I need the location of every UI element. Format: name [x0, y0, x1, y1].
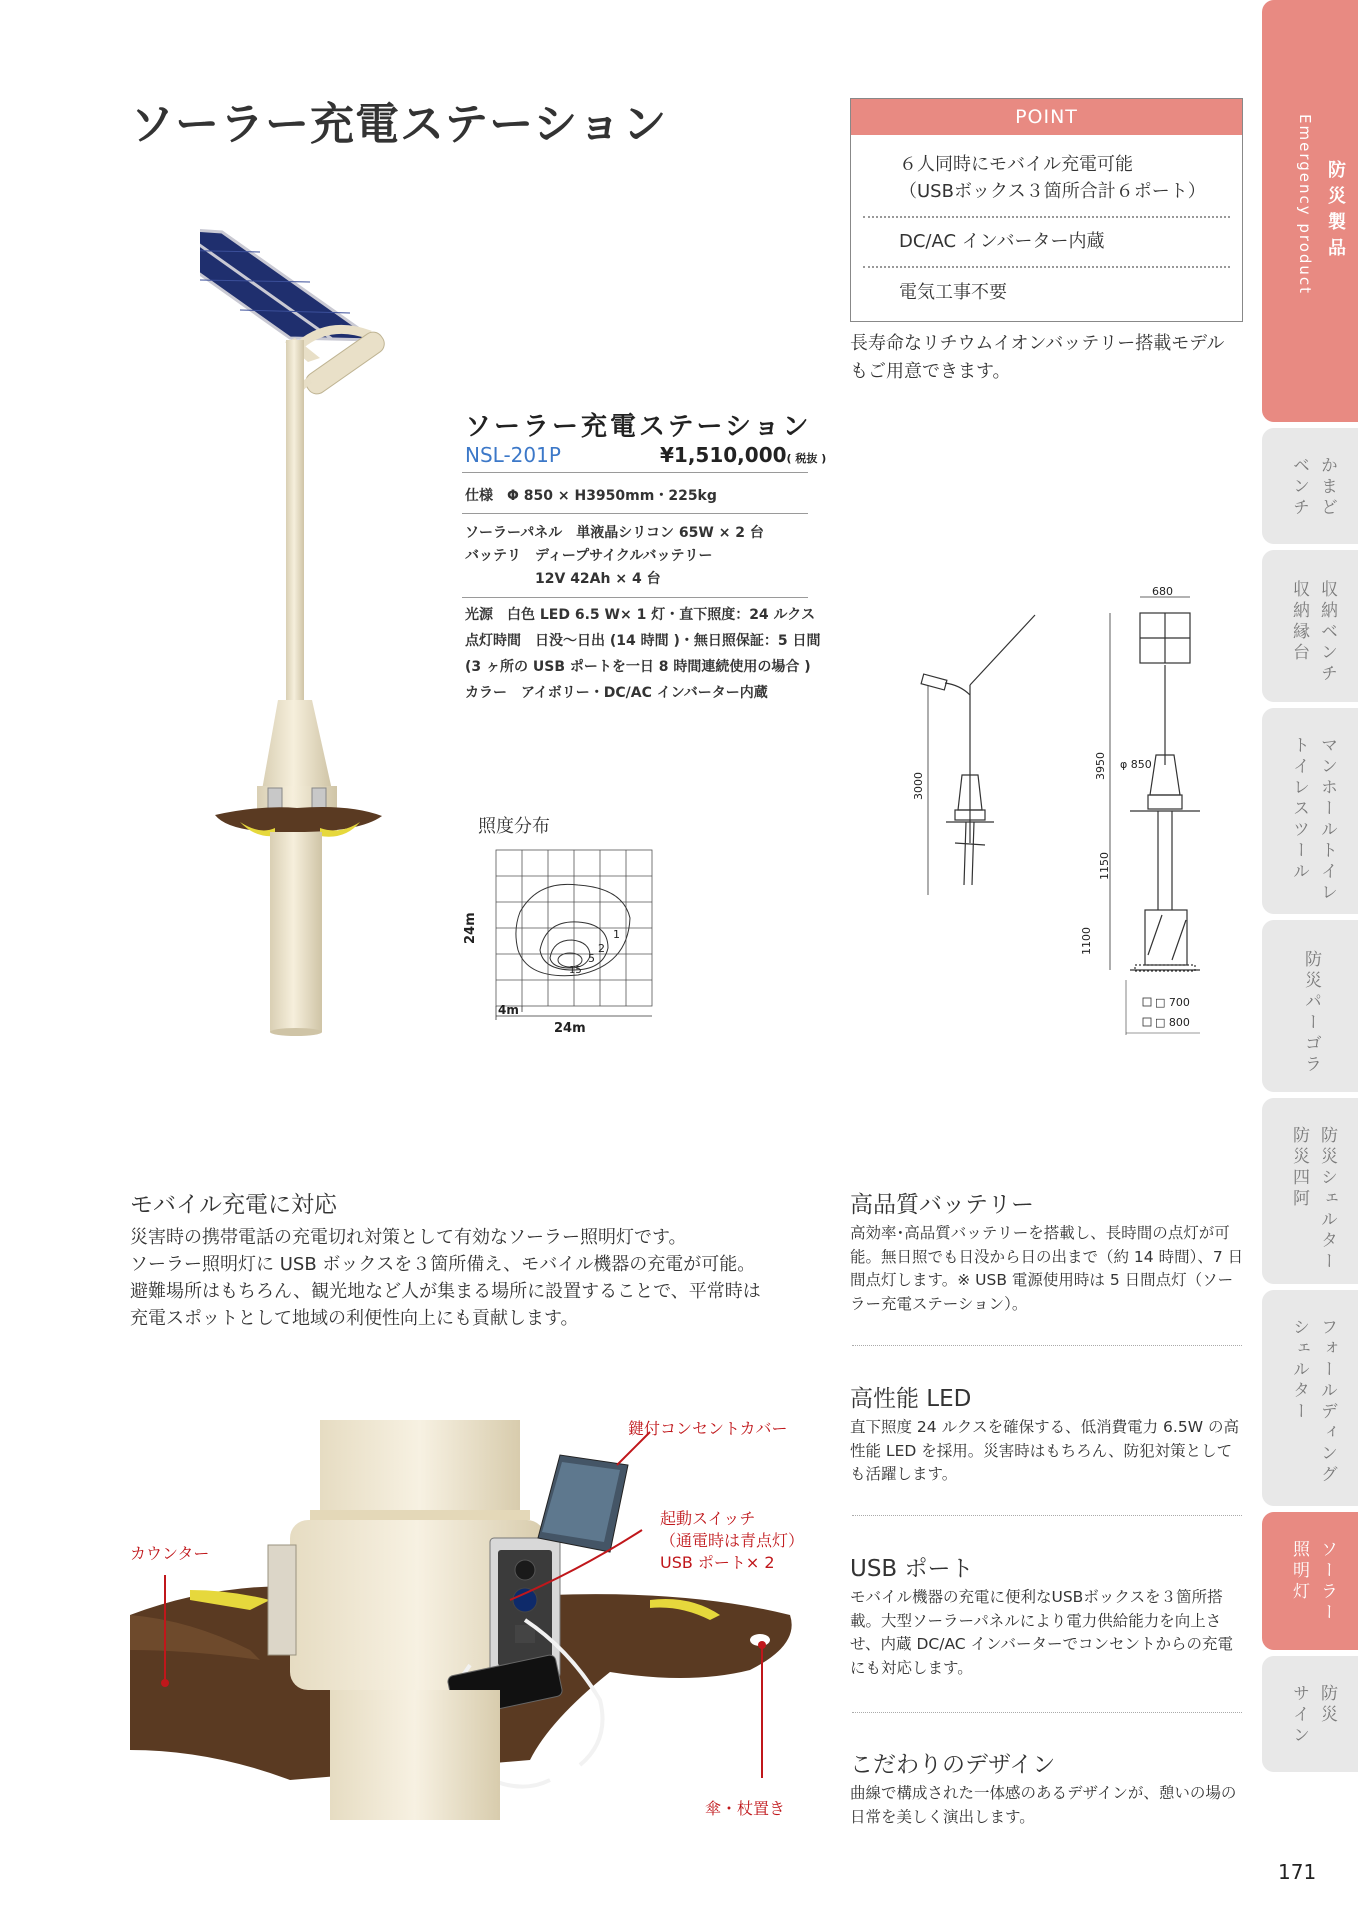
dim-3950: 3950	[1094, 752, 1107, 780]
contour-label-2: 2	[598, 942, 605, 955]
category-sidebar	[1262, 0, 1358, 1920]
feature-heading-usb: USB ポート	[850, 1556, 974, 1582]
feature-body-usb: モバイル機器の充電に便利なUSBボックスを３箇所搭載。大型ソーラーパネルにより電力供給能力を向上させ、内蔵 DC/AC インバーターでコンセントからの充電にも対応します。	[850, 1588, 1233, 1677]
spec-battery-cap: 12V 42Ah × 4 台	[535, 571, 661, 587]
grid-size-label: 4m	[498, 1003, 519, 1017]
callout-umbrella: 傘・杖置き	[705, 1799, 786, 1818]
dim-800: □ 800	[1155, 1016, 1190, 1029]
sidebar-tab-label: 防災製品	[1325, 160, 1346, 264]
sidebar-tab-label: 防災シェルター	[1317, 1126, 1337, 1273]
dim-850: φ 850	[1120, 758, 1152, 771]
feature-heading-battery: 高品質バッテリー	[850, 1192, 1034, 1218]
product-code: NSL-201P	[465, 443, 561, 467]
mobile-body	[130, 1224, 770, 1332]
point-divider	[863, 266, 1230, 268]
sidebar-tab-storage-bench[interactable]	[1262, 550, 1358, 702]
spec-size: 仕様 Φ 850 × H3950mm・225kg	[465, 488, 717, 504]
dim-1150: 1150	[1098, 852, 1111, 880]
sidebar-tab-folding-shelter[interactable]	[1262, 1290, 1358, 1506]
contour-label-15: 15	[569, 965, 582, 976]
feature-body-led: 直下照度 24 ルクスを確保する、低消費電力 6.5W の高性能 LED を採用。災害時はもちろん、防犯対策としても活躍します。	[850, 1418, 1239, 1483]
point-item-2: DC/AC インバーター内蔵	[899, 231, 1105, 252]
spec-battery: バッテリ ディープサイクルバッテリー	[465, 548, 713, 564]
sidebar-tab-label: 収納ベンチ	[1317, 580, 1337, 685]
mobile-line-2: ソーラー照明灯に USB ボックスを３箇所備え、モバイル機器の充電が可能。	[130, 1254, 756, 1275]
spec-time: 点灯時間 日没〜日出 (14 時間 )・無日照保証：5 日間	[465, 633, 821, 649]
sidebar-tab-sublabel: 収納縁台	[1289, 580, 1309, 664]
sidebar-tab-sublabel: ベンチ	[1289, 456, 1309, 519]
spec-usb: (3 ヶ所の USB ポートを一日 8 時間連続使用の場合 )	[465, 659, 811, 675]
product-price	[660, 443, 826, 467]
sidebar-tab-label: 防災パーゴラ	[1301, 950, 1321, 1076]
point-box	[850, 98, 1243, 322]
sidebar-tab-label: ソーラー	[1317, 1540, 1337, 1624]
sidebar-tab-sublabel: サイン	[1289, 1684, 1309, 1747]
sidebar-tab-label: かまど	[1317, 456, 1337, 519]
sidebar-tab-label: マンホールトイレ	[1317, 736, 1337, 904]
mobile-line-4: 充電スポットとして地域の利便性向上にも貢献します。	[130, 1308, 579, 1329]
mobile-heading: モバイル充電に対応	[130, 1192, 337, 1218]
mobile-line-1: 災害時の携帯電話の充電切れ対策として有効なソーラー照明灯です。	[130, 1227, 687, 1248]
sidebar-tab-label: フォールディング	[1317, 1318, 1337, 1486]
y-axis-label: 24m	[463, 912, 478, 944]
point-heading: POINT	[851, 99, 1242, 135]
feature-divider	[852, 1712, 1242, 1713]
feature-heading-led: 高性能 LED	[850, 1386, 972, 1412]
dim-3000: 3000	[912, 772, 925, 800]
feature-body-battery: 高効率･高品質バッテリーを搭載し、長時間の点灯が可能。無日照でも日没から日の出まで（約 14 時間）、7 日間点灯します。※ USB 電源使用時は 5 日間点灯（ソーラー充電ステーション）。	[850, 1224, 1244, 1313]
point-item-3: 電気工事不要	[899, 282, 1007, 303]
callout-switch-line2: （通電時は青点灯）	[660, 1531, 805, 1550]
page-number: 171	[1278, 1860, 1317, 1884]
contour-label-5: 5	[588, 952, 595, 965]
point-item-1-line2: （USBボックス３箇所合計６ポート）	[899, 181, 1206, 202]
sidebar-tab-label: 防災	[1317, 1684, 1337, 1726]
spec-divider	[462, 597, 808, 598]
feature-body-design: 曲線で構成された一体感のあるデザインが、憩いの場の日常を美しく演出します。	[850, 1784, 1237, 1826]
sidebar-tab-shelter[interactable]	[1262, 1098, 1358, 1284]
spec-color: カラー アイボリー・DC/AC インバーター内蔵	[465, 685, 768, 701]
technical-drawing	[890, 585, 1230, 1045]
callout-switch-line1: 起動スイッチ	[660, 1509, 756, 1528]
dim-1100: 1100	[1080, 927, 1093, 955]
mobile-line-3: 避難場所はもちろん、観光地など人が集まる場所に設置することで、平常時は	[130, 1281, 761, 1302]
point-note	[850, 330, 1250, 386]
page-title: ソーラー充電ステーション	[130, 99, 668, 150]
illuminance-diagram	[458, 840, 658, 1040]
sidebar-tab-sublabel: Emergency product	[1296, 114, 1314, 296]
sidebar-tab-sign[interactable]	[1262, 1656, 1358, 1772]
sidebar-tab-manhole-toilet[interactable]	[1262, 708, 1358, 914]
spec-divider	[462, 513, 808, 514]
illuminance-title: 照度分布	[478, 816, 550, 837]
sidebar-tab-sublabel: 照明灯	[1289, 1540, 1309, 1603]
spec-light: 光源 白色 LED 6.5 W× 1 灯・直下照度：24 ルクス	[465, 607, 816, 623]
contour-label-1: 1	[613, 928, 620, 941]
product-name: ソーラー充電ステーション	[465, 412, 812, 442]
tax-note: ( 税抜 )	[786, 452, 827, 465]
callout-usb: USB ポート× 2	[660, 1553, 775, 1572]
feature-heading-design: こだわりのデザイン	[850, 1752, 1056, 1778]
callout-cover: 鍵付コンセントカバー	[628, 1419, 788, 1438]
callout-counter: カウンター	[130, 1544, 210, 1563]
price-value: ¥1,510,000	[660, 443, 787, 467]
feature-divider	[852, 1345, 1242, 1346]
callout-switch	[660, 1508, 804, 1574]
sidebar-tab-sublabel: トイレスツール	[1289, 736, 1309, 883]
spec-divider	[462, 472, 808, 473]
spec-panel: ソーラーパネル 単液晶シリコン 65W × 2 台	[465, 525, 764, 541]
sidebar-tab-kamado[interactable]	[1262, 428, 1358, 544]
sidebar-tab-emergency[interactable]	[1262, 0, 1358, 422]
point-note-line2: もご用意できます。	[850, 361, 1011, 382]
point-item-1-line1: ６人同時にモバイル充電可能	[899, 154, 1133, 175]
usb-box-closeup-photo	[130, 1420, 810, 1820]
sidebar-tab-sublabel: 防災四阿	[1289, 1126, 1309, 1210]
solar-panel	[200, 226, 375, 340]
sidebar-tab-sublabel: シェルター	[1289, 1318, 1309, 1423]
solar-station-photo	[200, 210, 460, 1040]
x-axis-label: 24m	[554, 1021, 586, 1036]
point-note-line1: 長寿命なリチウムイオンバッテリー搭載モデル	[850, 333, 1225, 354]
feature-divider	[852, 1515, 1242, 1516]
sidebar-tab-solar-light[interactable]	[1262, 1512, 1358, 1650]
point-divider	[863, 216, 1230, 218]
sidebar-tab-pergola[interactable]	[1262, 920, 1358, 1092]
dim-700: □ 700	[1155, 996, 1190, 1009]
dim-680: 680	[1152, 585, 1173, 598]
